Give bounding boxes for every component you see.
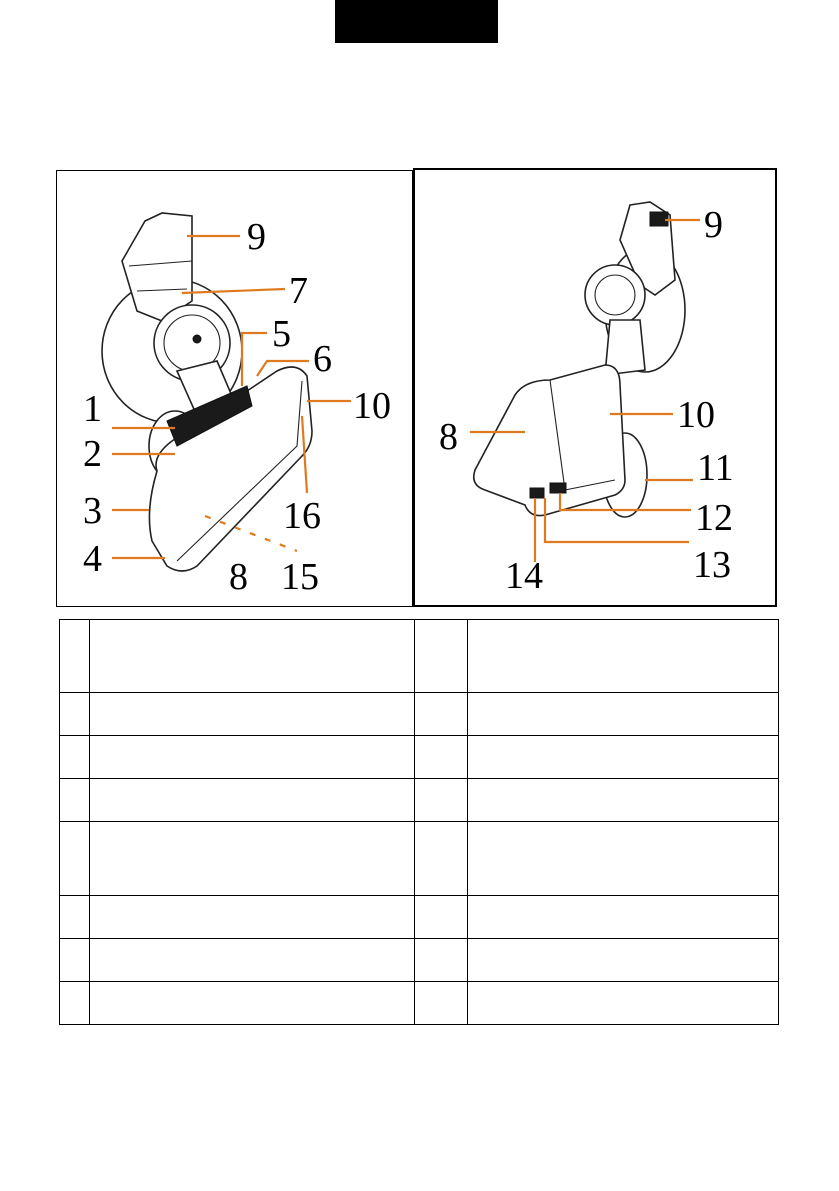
callout-16: 16 [283,495,321,537]
callout-3: 3 [83,490,102,532]
callout-4: 4 [83,538,102,580]
callout-11: 11 [697,447,734,489]
callout-10: 10 [677,394,715,436]
table-row [60,982,779,1025]
port-14 [530,488,544,498]
table-row [60,779,779,822]
figure-rear-view [413,168,777,607]
dashcam-rear-illustration [415,170,779,609]
callout-10: 10 [353,385,391,427]
header-black-bar [335,0,498,43]
table-row [60,939,779,982]
table-row [60,822,779,896]
callout-13: 13 [693,544,731,586]
table-row [60,693,779,736]
callout-6: 6 [313,338,332,380]
table-row [60,620,779,693]
callout-9: 9 [704,204,723,246]
parts-table [59,619,779,1025]
callout-2: 2 [83,433,102,475]
callout-8: 8 [229,556,248,598]
camera-body [474,365,625,516]
dashcam-front-illustration [57,171,414,608]
callout-12: 12 [695,497,733,539]
callout-15: 15 [281,556,319,598]
callout-8: 8 [439,416,458,458]
rotation-knob [585,265,645,325]
figure-front-view [56,170,413,607]
table-row [60,736,779,779]
callout-14: 14 [505,555,543,597]
callout-9: 9 [247,216,266,258]
callout-7: 7 [289,270,308,312]
table-row [60,896,779,939]
port-12 [550,483,566,493]
callout-5: 5 [272,313,291,355]
callout-1: 1 [83,388,102,430]
